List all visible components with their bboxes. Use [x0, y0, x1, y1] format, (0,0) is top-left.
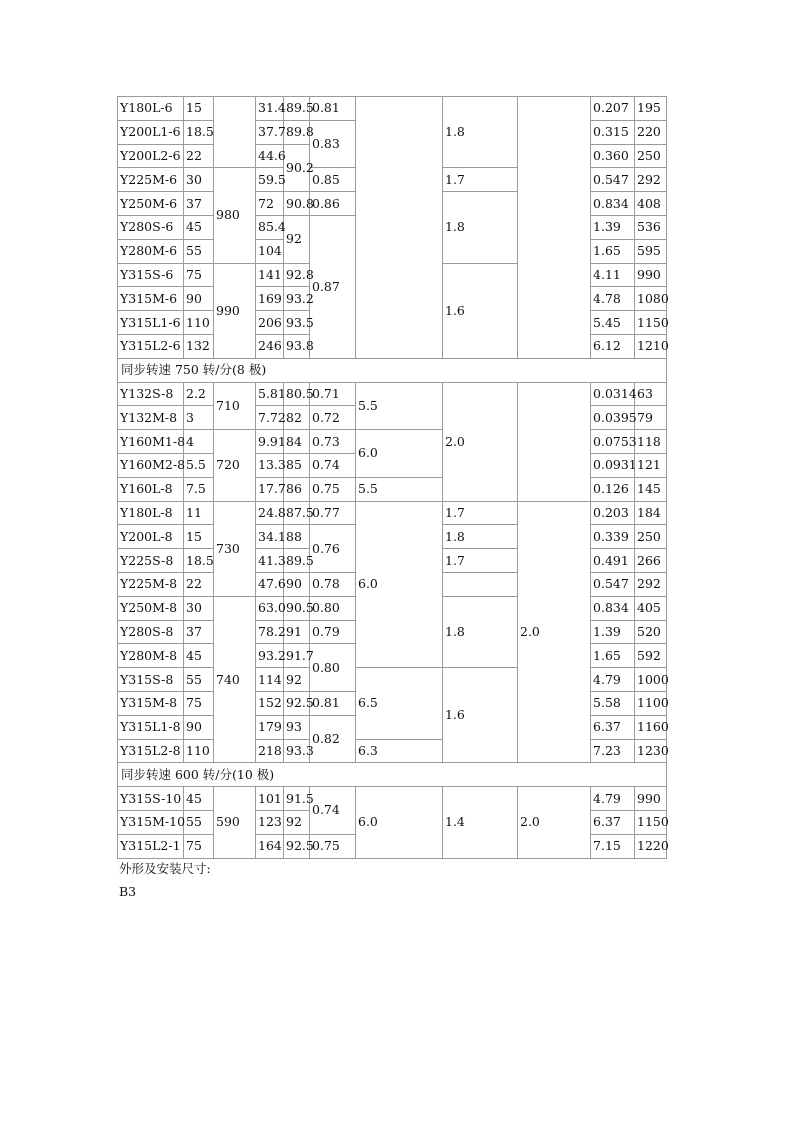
inertia-cell: 0.0753 [591, 430, 635, 454]
model-cell: Y160L-8 [118, 477, 184, 501]
weight-cell: 1080 [635, 287, 667, 311]
model-cell: Y225M-6 [118, 168, 184, 192]
model-cell: Y132M-8 [118, 406, 184, 430]
model-cell: Y315L2-6 [118, 334, 184, 358]
current-cell: 59.5 [256, 168, 284, 192]
model-cell: Y315S-8 [118, 668, 184, 692]
weight-cell: 220 [635, 120, 667, 144]
efficiency-cell: 87.5 [284, 501, 310, 525]
model-cell: Y315M-8 [118, 691, 184, 715]
current-cell: 17.7 [256, 477, 284, 501]
current-ratio-cell: 6.0 [356, 430, 443, 478]
power-cell: 132 [184, 334, 214, 358]
speed-cell: 980 [214, 168, 256, 263]
model-cell: Y180L-6 [118, 97, 184, 121]
power-cell: 5.5 [184, 453, 214, 477]
table-row [118, 501, 667, 525]
efficiency-cell: 92.5 [284, 834, 310, 858]
power-factor-cell: 0.87 [310, 215, 356, 358]
current-cell: 24.8 [256, 501, 284, 525]
model-cell: Y225M-8 [118, 572, 184, 596]
weight-cell: 79 [635, 406, 667, 430]
model-cell: Y225S-8 [118, 549, 184, 573]
weight-cell: 63 [635, 382, 667, 406]
torque-ratio-cell: 2.0 [443, 382, 518, 501]
current-cell: 141 [256, 263, 284, 287]
weight-cell: 1150 [635, 311, 667, 335]
power-factor-cell: 0.78 [310, 572, 356, 596]
efficiency-cell: 92.8 [284, 263, 310, 287]
current-cell: 72 [256, 192, 284, 216]
inertia-cell: 7.15 [591, 834, 635, 858]
model-cell: Y200L1-6 [118, 120, 184, 144]
efficiency-cell: 91.7 [284, 644, 310, 668]
power-cell: 15 [184, 525, 214, 549]
weight-cell: 1160 [635, 715, 667, 739]
weight-cell: 195 [635, 97, 667, 121]
inertia-cell: 0.360 [591, 144, 635, 168]
current-cell: 169 [256, 287, 284, 311]
power-factor-cell: 0.81 [310, 691, 356, 715]
power-factor-cell: 0.74 [310, 453, 356, 477]
model-cell: Y280S-6 [118, 215, 184, 239]
current-cell: 246 [256, 334, 284, 358]
current-cell: 218 [256, 739, 284, 763]
weight-cell: 990 [635, 263, 667, 287]
current-cell: 101 [256, 787, 284, 811]
model-cell: Y315L1-8 [118, 715, 184, 739]
current-cell: 152 [256, 691, 284, 715]
torque-ratio-cell: 1.6 [443, 263, 518, 358]
inertia-cell: 6.12 [591, 334, 635, 358]
power-cell: 7.5 [184, 477, 214, 501]
efficiency-cell: 93.8 [284, 334, 310, 358]
weight-cell: 118 [635, 430, 667, 454]
power-factor-cell: 0.79 [310, 620, 356, 644]
power-factor-cell: 0.85 [310, 168, 356, 192]
power-factor-cell: 0.72 [310, 406, 356, 430]
efficiency-cell: 93 [284, 715, 310, 739]
current-cell: 44.6 [256, 144, 284, 168]
current-cell: 7.72 [256, 406, 284, 430]
current-ratio-cell: 6.0 [356, 787, 443, 858]
power-factor-cell: 0.75 [310, 477, 356, 501]
power-cell: 55 [184, 239, 214, 263]
torque-ratio-cell: 1.6 [443, 668, 518, 763]
section-row [118, 358, 667, 382]
table-row [118, 97, 667, 121]
weight-cell: 408 [635, 192, 667, 216]
inertia-cell: 0.834 [591, 596, 635, 620]
current-cell: 34.1 [256, 525, 284, 549]
power-cell: 11 [184, 501, 214, 525]
weight-cell: 250 [635, 144, 667, 168]
torque-ratio-cell [443, 572, 518, 596]
model-cell: Y280M-8 [118, 644, 184, 668]
efficiency-cell: 88 [284, 525, 310, 549]
current-cell: 123 [256, 810, 284, 834]
inertia-cell: 0.203 [591, 501, 635, 525]
current-cell: 31.4 [256, 97, 284, 121]
current-cell: 47.6 [256, 572, 284, 596]
model-cell: Y315S-6 [118, 263, 184, 287]
weight-cell: 1150 [635, 810, 667, 834]
efficiency-cell: 92 [284, 215, 310, 263]
model-cell: Y160M2-8 [118, 453, 184, 477]
power-cell: 110 [184, 739, 214, 763]
efficiency-cell: 80.5 [284, 382, 310, 406]
model-cell: Y132S-8 [118, 382, 184, 406]
inertia-cell: 4.11 [591, 263, 635, 287]
inertia-cell: 6.37 [591, 810, 635, 834]
weight-cell: 990 [635, 787, 667, 811]
speed-cell [214, 97, 256, 168]
efficiency-cell: 89.5 [284, 549, 310, 573]
model-cell: Y315L2-8 [118, 739, 184, 763]
model-cell: Y250M-8 [118, 596, 184, 620]
table-row [118, 382, 667, 406]
inertia-cell: 7.23 [591, 739, 635, 763]
weight-cell: 121 [635, 453, 667, 477]
current-cell: 41.3 [256, 549, 284, 573]
model-cell: Y160M1-8 [118, 430, 184, 454]
model-cell: Y315S-10 [118, 787, 184, 811]
inertia-cell: 1.65 [591, 239, 635, 263]
weight-cell: 592 [635, 644, 667, 668]
power-factor-cell: 0.73 [310, 430, 356, 454]
power-cell: 55 [184, 668, 214, 692]
efficiency-cell: 84 [284, 430, 310, 454]
weight-cell: 1220 [635, 834, 667, 858]
inertia-cell: 0.547 [591, 572, 635, 596]
power-factor-cell: 0.75 [310, 834, 356, 858]
inertia-cell: 5.58 [591, 691, 635, 715]
inertia-cell: 4.78 [591, 287, 635, 311]
inertia-cell: 1.65 [591, 644, 635, 668]
speed-cell: 730 [214, 501, 256, 596]
efficiency-cell: 92 [284, 668, 310, 692]
torque-ratio-cell: 1.8 [443, 192, 518, 263]
power-cell: 75 [184, 834, 214, 858]
section-heading-8-pole: 同步转速 750 转/分(8 极) [118, 358, 667, 382]
power-cell: 75 [184, 263, 214, 287]
model-cell: Y200L-8 [118, 525, 184, 549]
model-cell: Y315M-6 [118, 287, 184, 311]
table-row [118, 787, 667, 811]
dimension-heading: 外形及安装尺寸: [119, 861, 211, 876]
power-cell: 3 [184, 406, 214, 430]
power-cell: 22 [184, 572, 214, 596]
efficiency-cell: 90 [284, 572, 310, 596]
power-factor-cell: 0.81 [310, 97, 356, 121]
power-factor-cell: 0.74 [310, 787, 356, 835]
power-cell: 4 [184, 430, 214, 454]
power-factor-cell: 0.82 [310, 715, 356, 763]
power-cell: 2.2 [184, 382, 214, 406]
power-cell: 45 [184, 644, 214, 668]
weight-cell: 184 [635, 501, 667, 525]
efficiency-cell: 93.3 [284, 739, 310, 763]
efficiency-cell: 90.5 [284, 596, 310, 620]
power-cell: 45 [184, 215, 214, 239]
motor-spec-table [117, 96, 667, 859]
model-cell: Y315L2-1 [118, 834, 184, 858]
power-factor-cell: 0.80 [310, 596, 356, 620]
max-torque-cell [518, 97, 591, 359]
power-cell: 15 [184, 97, 214, 121]
power-cell: 90 [184, 715, 214, 739]
inertia-cell: 0.207 [591, 97, 635, 121]
weight-cell: 292 [635, 572, 667, 596]
power-factor-cell: 0.83 [310, 120, 356, 168]
inertia-cell: 0.834 [591, 192, 635, 216]
weight-cell: 405 [635, 596, 667, 620]
model-cell: Y180L-8 [118, 501, 184, 525]
efficiency-cell: 89.5 [284, 97, 310, 121]
current-cell: 104 [256, 239, 284, 263]
inertia-cell: 0.491 [591, 549, 635, 573]
current-cell: 78.2 [256, 620, 284, 644]
weight-cell: 1100 [635, 691, 667, 715]
weight-cell: 595 [635, 239, 667, 263]
efficiency-cell: 86 [284, 477, 310, 501]
current-cell: 13.3 [256, 453, 284, 477]
weight-cell: 1230 [635, 739, 667, 763]
inertia-cell: 5.45 [591, 311, 635, 335]
power-cell: 45 [184, 787, 214, 811]
current-ratio-cell [356, 97, 443, 359]
inertia-cell: 0.0395 [591, 406, 635, 430]
inertia-cell: 6.37 [591, 715, 635, 739]
efficiency-cell: 90.8 [284, 192, 310, 216]
current-cell: 93.2 [256, 644, 284, 668]
power-cell: 30 [184, 168, 214, 192]
weight-cell: 1000 [635, 668, 667, 692]
inertia-cell: 4.79 [591, 787, 635, 811]
inertia-cell: 0.315 [591, 120, 635, 144]
power-cell: 90 [184, 287, 214, 311]
current-cell: 37.7 [256, 120, 284, 144]
weight-cell: 520 [635, 620, 667, 644]
current-cell: 5.81 [256, 382, 284, 406]
efficiency-cell: 85 [284, 453, 310, 477]
power-factor-cell: 0.80 [310, 644, 356, 692]
inertia-cell: 0.547 [591, 168, 635, 192]
power-cell: 30 [184, 596, 214, 620]
model-cell: Y250M-6 [118, 192, 184, 216]
power-cell: 55 [184, 810, 214, 834]
efficiency-cell: 92.5 [284, 691, 310, 715]
efficiency-cell: 93.5 [284, 311, 310, 335]
inertia-cell: 0.0314 [591, 382, 635, 406]
efficiency-cell: 91.5 [284, 787, 310, 811]
model-cell: Y280M-6 [118, 239, 184, 263]
current-ratio-cell: 6.5 [356, 668, 443, 739]
weight-cell: 266 [635, 549, 667, 573]
efficiency-cell: 93.2 [284, 287, 310, 311]
weight-cell: 536 [635, 215, 667, 239]
power-factor-cell: 0.86 [310, 192, 356, 216]
current-ratio-cell: 5.5 [356, 382, 443, 430]
current-cell: 63.0 [256, 596, 284, 620]
max-torque-cell [518, 382, 591, 501]
current-cell: 85.4 [256, 215, 284, 239]
model-cell: Y315M-10 [118, 810, 184, 834]
current-cell: 164 [256, 834, 284, 858]
max-torque-cell: 2.0 [518, 787, 591, 858]
torque-ratio-cell: 1.7 [443, 168, 518, 192]
current-ratio-cell: 6.0 [356, 501, 443, 668]
torque-ratio-cell: 1.8 [443, 97, 518, 168]
speed-cell: 740 [214, 596, 256, 763]
weight-cell: 145 [635, 477, 667, 501]
power-cell: 18.5 [184, 549, 214, 573]
power-factor-cell: 0.77 [310, 501, 356, 525]
efficiency-cell: 90.2 [284, 144, 310, 192]
inertia-cell: 0.339 [591, 525, 635, 549]
inertia-cell: 1.39 [591, 215, 635, 239]
torque-ratio-cell: 1.8 [443, 525, 518, 549]
model-cell: Y200L2-6 [118, 144, 184, 168]
max-torque-cell: 2.0 [518, 501, 591, 763]
section-heading-10-pole: 同步转速 600 转/分(10 极) [118, 763, 667, 787]
torque-ratio-cell: 1.7 [443, 501, 518, 525]
mount-label: B3 [119, 884, 137, 899]
speed-cell: 590 [214, 787, 256, 858]
efficiency-cell: 92 [284, 810, 310, 834]
torque-ratio-cell: 1.8 [443, 596, 518, 667]
current-cell: 9.91 [256, 430, 284, 454]
efficiency-cell: 82 [284, 406, 310, 430]
efficiency-cell: 91 [284, 620, 310, 644]
power-cell: 18.5 [184, 120, 214, 144]
current-cell: 206 [256, 311, 284, 335]
current-ratio-cell: 6.3 [356, 739, 443, 763]
speed-cell: 710 [214, 382, 256, 430]
model-cell: Y315L1-6 [118, 311, 184, 335]
inertia-cell: 0.126 [591, 477, 635, 501]
inertia-cell: 4.79 [591, 668, 635, 692]
current-cell: 179 [256, 715, 284, 739]
weight-cell: 292 [635, 168, 667, 192]
weight-cell: 250 [635, 525, 667, 549]
model-cell: Y280S-8 [118, 620, 184, 644]
power-factor-cell: 0.71 [310, 382, 356, 406]
inertia-cell: 1.39 [591, 620, 635, 644]
power-factor-cell: 0.76 [310, 525, 356, 573]
efficiency-cell: 89.8 [284, 120, 310, 144]
section-row [118, 763, 667, 787]
power-cell: 75 [184, 691, 214, 715]
power-cell: 22 [184, 144, 214, 168]
current-cell: 114 [256, 668, 284, 692]
power-cell: 110 [184, 311, 214, 335]
current-ratio-cell: 5.5 [356, 477, 443, 501]
torque-ratio-cell: 1.7 [443, 549, 518, 573]
speed-cell: 720 [214, 430, 256, 501]
weight-cell: 1210 [635, 334, 667, 358]
speed-cell: 990 [214, 263, 256, 358]
power-cell: 37 [184, 192, 214, 216]
torque-ratio-cell: 1.4 [443, 787, 518, 858]
power-cell: 37 [184, 620, 214, 644]
inertia-cell: 0.0931 [591, 453, 635, 477]
